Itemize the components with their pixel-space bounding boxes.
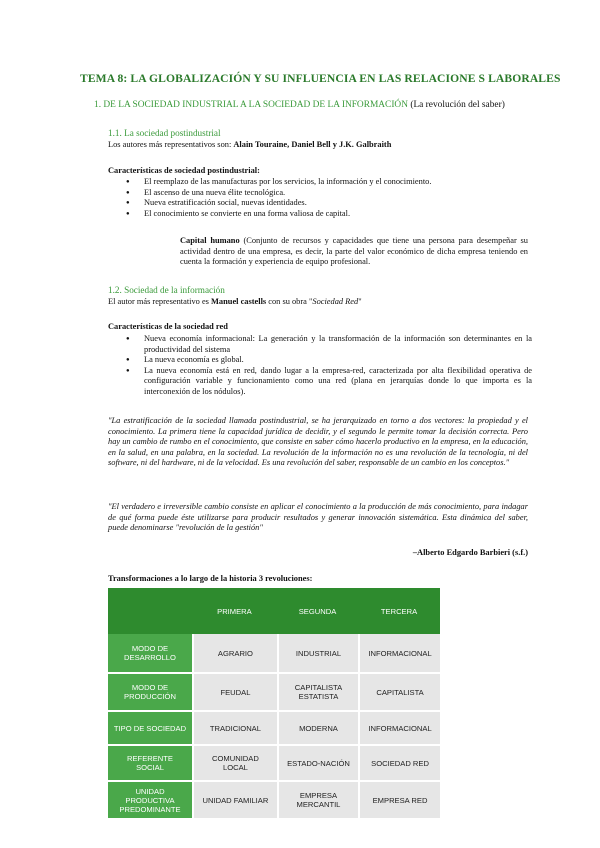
subsection-1-2-heading: 1.2. Sociedad de la información [108, 285, 225, 295]
quote-stratification: "La estratificación de la sociedad llamada postindustrial, se ha jerarquizado en torno a dos vectores: la propiedad y el conocimiento. La primera tiene la capacidad jurídica de decidir, y el segundo le permite tomar la decisión correcta. Pero hay un cambio de rumbo en el conocimiento, que consiste en saber cómo hacerlo productivo en la empresa, en la educación, en la salud, en una palabra, en la sociedad. La revolución de la información no es una revolución de la tecnología, ni del software, ni del hardware, ni de la velocidad. Es una revolución del saber, responsable de un cambio en los conceptos." [108, 416, 528, 468]
table-row [108, 634, 440, 674]
table-header-row [108, 588, 440, 634]
table-cell [192, 674, 277, 712]
list-item: ● La nueva economía es global. [112, 355, 532, 366]
cell-text: EMPRESA RED [372, 795, 428, 805]
cell-text: INDUSTRIAL [295, 648, 342, 658]
table-cell [358, 674, 440, 712]
table-cell [277, 712, 358, 746]
subsection-1-1-heading: 1.1. La sociedad postindustrial [108, 128, 221, 138]
cell-text: LOCAL [222, 763, 248, 772]
row-label-line: PRODUCCIÓN [124, 692, 176, 701]
table-cell [358, 634, 440, 674]
table-cell [358, 746, 440, 782]
capital-humano-text: (Conjunto de recursos y capacidades que tiene una persona para desempeñar su actividad dentro de una empresa, es decir, la parte del valor económico de dicha empresa teniendo en cuenta la formación y experiencia de equipo profesional. [180, 236, 528, 267]
row-label-line: MODO DE [131, 683, 169, 692]
cell-text: UNIDAD FAMILIAR [202, 795, 269, 805]
castells-name: Manuel castells [211, 297, 267, 306]
row-label-line: SOCIAL [136, 763, 164, 772]
cell-text: FEUDAL [220, 687, 251, 697]
table-cell [192, 746, 277, 782]
row-label-line: TIPO DE SOCIEDAD [113, 723, 187, 733]
table-cell [358, 712, 440, 746]
table-cell [277, 782, 358, 820]
quote-management-revolution: "El verdadero e irreversible cambio consiste en aplicar el conocimiento a la producción de más conocimiento, para indagar de qué forma puede éste utilizarse para producir resultados y generar innovación sistemática. Esta dinámica del saber, puede denominarse "revolución de la gestión" [108, 502, 528, 533]
cell-text: INFORMACIONAL [368, 723, 432, 733]
row-label [108, 782, 192, 820]
cell-text: INFORMACIONAL [368, 648, 432, 658]
quote-attribution: –Alberto Edgardo Barbieri (s.f.) [412, 548, 528, 557]
network-features-title: Características de la sociedad red [108, 322, 228, 331]
row-label-line: REFERENTE [127, 754, 173, 763]
castells-work: Sociedad Red [312, 297, 359, 306]
capital-humano-term: Capital humano [180, 236, 240, 245]
postindustrial-features-list [112, 177, 542, 219]
header-primera: PRIMERA [192, 588, 277, 634]
row-label-line: MODO DE [131, 644, 169, 653]
cell-text: MERCANTIL [296, 800, 341, 809]
cell-text: EMPRESA [299, 791, 338, 800]
table-cell [192, 634, 277, 674]
castells-mid: con su obra " [266, 297, 313, 306]
row-label-line: PRODUCTIVA [125, 795, 175, 805]
postindustrial-features-title: Características de sociedad postindustrial: [108, 166, 260, 175]
authors-line [108, 140, 548, 151]
cell-text: MODERNA [299, 723, 338, 733]
cell-text: CAPITALISTA [294, 683, 343, 692]
row-label [108, 634, 192, 674]
cell-text: COMUNIDAD [212, 754, 259, 763]
castells-end: " [358, 297, 362, 306]
table-cell [192, 712, 277, 746]
row-label [108, 746, 192, 782]
row-label-line: PREDOMINANTE [119, 804, 181, 814]
table-row [108, 746, 440, 782]
list-item: ● El ascenso de una nueva élite tecnológica. [112, 188, 542, 199]
cell-text: CAPITALISTA [376, 687, 424, 697]
revolutions-table [108, 588, 440, 820]
section-1-subtitle: (La revolución del saber) [407, 100, 505, 110]
header-segunda: SEGUNDA [277, 588, 358, 634]
row-label-line: UNIDAD [135, 786, 165, 796]
table-row [108, 782, 440, 820]
row-label [108, 712, 192, 746]
castells-prefix: El autor más representativo es [108, 297, 212, 306]
cell-text: AGRARIO [217, 648, 253, 658]
row-label [108, 674, 192, 712]
table-row [108, 674, 440, 712]
list-item: ● La nueva economía está en red, dando lugar a la empresa-red, caracterizada por alta flexibilidad operativa de configuración variable y funcionamiento como una red (plana en jerarquías donde lo que importa es la interconexión de los nódulos). [112, 366, 532, 398]
authors-prefix: Los autores más representativos son: [108, 140, 234, 149]
cell-text: ESTADO-NACIÓN [287, 758, 350, 768]
castells-line [108, 297, 548, 308]
cell-text: TRADICIONAL [209, 723, 261, 733]
table-cell [358, 782, 440, 820]
list-item: ● El conocimiento se convierte en una forma valiosa de capital. [112, 209, 542, 220]
list-item: ● El reemplazo de las manufacturas por los servicios, la información y el conocimiento. [112, 177, 542, 188]
table-cell [277, 634, 358, 674]
cell-text: ESTATISTA [298, 692, 339, 701]
section-1-title: 1. DE LA SOCIEDAD INDUSTRIAL A LA SOCIEDAD DE LA INFORMACIÓN [94, 100, 408, 110]
page-title: TEMA 8: LA GLOBALIZACIÓN Y SU INFLUENCIA EN LAS RELACIONE S LABORALES [80, 72, 561, 85]
table-cell [277, 674, 358, 712]
capital-humano-definition [180, 236, 528, 268]
list-item: ● Nueva estratificación social, nuevas identidades. [112, 198, 542, 209]
row-label-line: DESARROLLO [124, 653, 176, 662]
table-cell [277, 746, 358, 782]
authors-names: Alain Touraine, Daniel Bell y J.K. Galbraith [233, 140, 392, 149]
header-tercera: TERCERA [358, 588, 440, 634]
table-caption: Transformaciones a lo largo de la historia 3 revoluciones: [108, 574, 313, 583]
network-features-list [112, 334, 532, 398]
table-row [108, 712, 440, 746]
table-corner-cell [108, 588, 192, 634]
list-item: ● Nueva economía informacional: La generación y la transformación de la información son determinantes en la productividad del sistema [112, 334, 532, 355]
section-1-heading [94, 100, 564, 110]
cell-text: SOCIEDAD RED [371, 758, 429, 768]
table-cell [192, 782, 277, 820]
